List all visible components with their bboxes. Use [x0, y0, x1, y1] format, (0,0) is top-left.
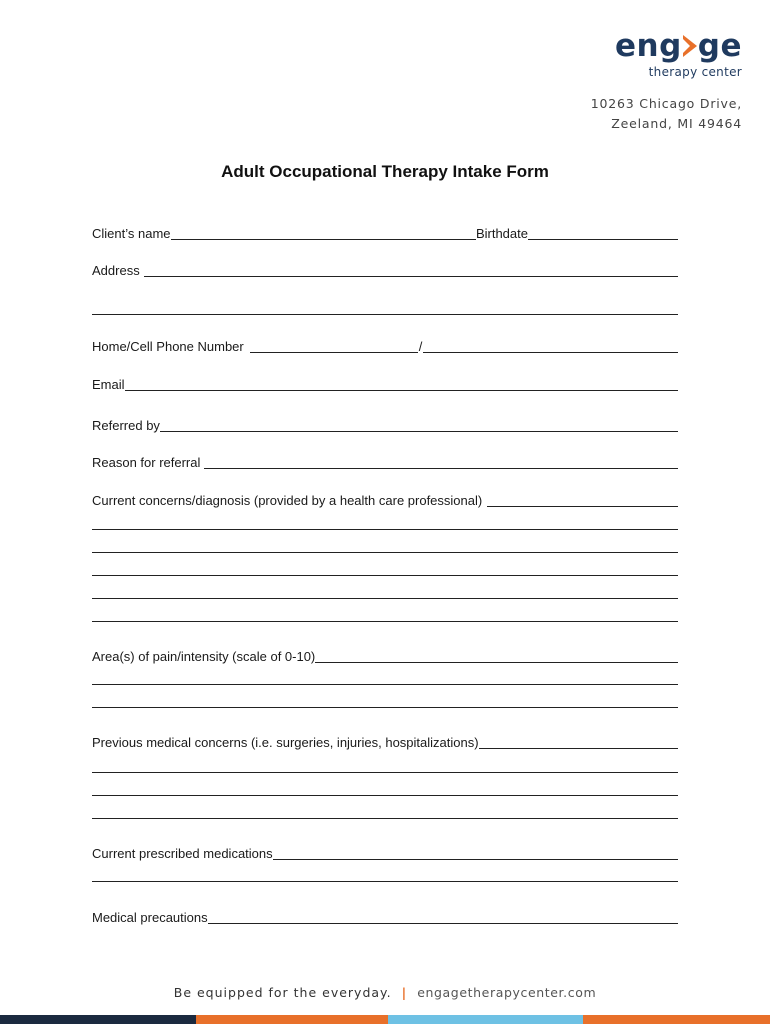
previous-row: [92, 731, 678, 751]
birthdate-field[interactable]: [528, 239, 678, 240]
logo: [582, 28, 742, 84]
pain-field[interactable]: [315, 662, 678, 663]
address-line-2-field[interactable]: [92, 314, 678, 315]
footer-tagline-row: [0, 985, 770, 1000]
logo-word-end: ge: [697, 28, 742, 64]
precautions-row: [92, 906, 678, 926]
reason-field[interactable]: [204, 468, 678, 469]
logo-subtitle: therapy center: [648, 65, 742, 79]
clinic-address: [591, 94, 742, 134]
reason-label: Reason for referral: [92, 455, 201, 470]
concerns-row: [92, 489, 678, 509]
email-label: Email: [92, 377, 125, 392]
previous-field[interactable]: [479, 748, 678, 749]
pain-line[interactable]: [92, 707, 678, 708]
client-name-label: Client’s name: [92, 226, 171, 241]
referred-by-row: [92, 414, 678, 434]
previous-line[interactable]: [92, 772, 678, 773]
logo-wordmark: [615, 28, 742, 64]
address-label: Address: [92, 263, 140, 278]
reason-row: [92, 451, 678, 471]
footer-url: engagetherapycenter.com: [417, 985, 597, 1000]
form-title: Adult Occupational Therapy Intake Form: [221, 162, 549, 181]
concerns-line[interactable]: [92, 552, 678, 553]
pain-row: [92, 645, 678, 665]
previous-label: Previous medical concerns (i.e. surgeries, injuries, hospitalizations): [92, 735, 479, 750]
footer-bar-orange-2: [583, 1015, 770, 1024]
concerns-line[interactable]: [92, 621, 678, 622]
client-name-field[interactable]: [171, 239, 476, 240]
footer-divider: |: [401, 985, 408, 1000]
pain-label: Area(s) of pain/intensity (scale of 0-10): [92, 649, 316, 664]
pain-line[interactable]: [92, 684, 678, 685]
footer-color-bar: [0, 1015, 770, 1024]
concerns-line[interactable]: [92, 598, 678, 599]
medications-label: Current prescribed medications: [92, 846, 273, 861]
concerns-label: Current concerns/diagnosis (provided by a health care professional): [92, 493, 483, 508]
phone-separator: /: [418, 339, 423, 354]
referred-by-label: Referred by: [92, 418, 160, 433]
precautions-label: Medical precautions: [92, 910, 208, 925]
birthdate-label: Birthdate: [475, 226, 528, 241]
email-field[interactable]: [125, 390, 678, 391]
concerns-field[interactable]: [487, 506, 678, 507]
previous-line[interactable]: [92, 795, 678, 796]
medications-field[interactable]: [273, 859, 678, 860]
address-row: [92, 259, 678, 279]
address-line-2: Zeeland, MI 49464: [611, 116, 742, 131]
phone-row: [92, 335, 678, 355]
medications-row: [92, 842, 678, 862]
footer-bar-blue: [388, 1015, 583, 1024]
concerns-line[interactable]: [92, 529, 678, 530]
footer-tagline: Be equipped for the everyday.: [173, 985, 392, 1000]
referred-by-field[interactable]: [160, 431, 678, 432]
cell-phone-field[interactable]: [423, 352, 678, 353]
address-field[interactable]: [144, 276, 678, 277]
home-phone-field[interactable]: [250, 352, 418, 353]
previous-line[interactable]: [92, 818, 678, 819]
footer-bar-orange: [196, 1015, 388, 1024]
footer-bar-dark: [0, 1015, 196, 1024]
address-line-1: 10263 Chicago Drive,: [590, 96, 742, 111]
phone-label: Home/Cell Phone Number: [92, 339, 244, 354]
client-name-row: [92, 222, 678, 242]
arrow-icon: [683, 35, 697, 57]
medications-line[interactable]: [92, 881, 678, 882]
email-row: [92, 373, 678, 393]
precautions-field[interactable]: [208, 923, 678, 924]
logo-word-start: eng: [614, 28, 682, 64]
concerns-line[interactable]: [92, 575, 678, 576]
